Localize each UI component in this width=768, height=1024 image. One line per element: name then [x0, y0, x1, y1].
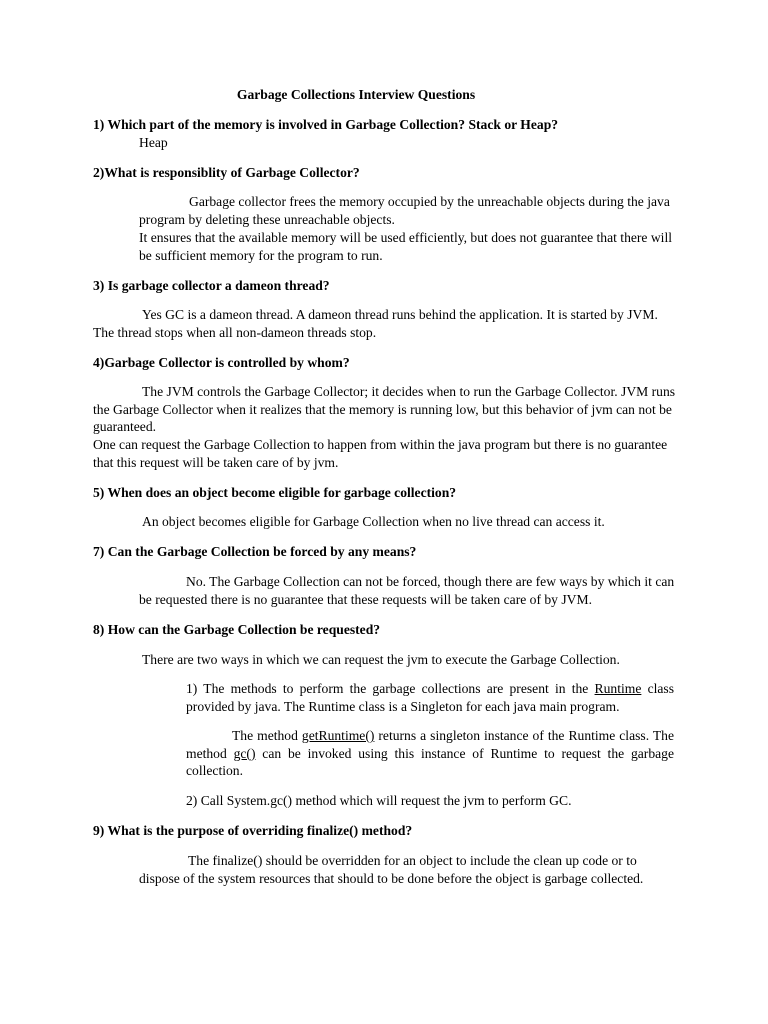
answer-4-para-2: One can request the Garbage Collection to happen from within the java program but there is no guarantee that this request will be taken care of by jvm.	[93, 437, 668, 470]
gc-link[interactable]: gc()	[233, 745, 256, 761]
question-7: 7) Can the Garbage Collection be forced by any means?	[93, 544, 417, 559]
runtime-detail-text-mid: returns a singleton instance of the Runtime class. The method	[186, 728, 674, 761]
question-9: 9) What is the purpose of overriding finalize() method?	[93, 823, 413, 838]
question-1: 1) Which part of the memory is involved in Garbage Collection? Stack or Heap?	[93, 117, 559, 132]
runtime-detail-text-start: The method	[232, 728, 302, 743]
answer-1: Heap	[139, 135, 168, 150]
answer-5: An object becomes eligible for Garbage Collection when no live thread can access it.	[142, 514, 605, 529]
document-title: Garbage Collections Interview Questions	[236, 87, 476, 102]
answer-8-runtime-detail	[186, 727, 674, 780]
question-3: 3) Is garbage collector a dameon thread?	[93, 278, 330, 293]
answer-8-method-2: 2) Call System.gc() method which will request the jvm to perform GC.	[186, 793, 572, 808]
answer-7: No. The Garbage Collection can not be forced, though there are few ways by which it can be requested there is no guarantee that these requests will be taken care of by JVM.	[139, 574, 675, 607]
getruntime-link[interactable]: getRuntime()	[301, 728, 375, 743]
runtime-detail-text-end: can be invoked using this instance of Runtime to request the garbage collection.	[186, 745, 674, 778]
answer-2-para-2: It ensures that the available memory will be used efficiently, but does not guarantee that there will be sufficient memory for the program to run.	[139, 230, 673, 263]
answer-8-method-1	[186, 680, 674, 715]
method-1-text-start: 1) The methods to perform the garbage collections are present in the	[186, 681, 595, 696]
answer-9: The finalize() should be overridden for an object to include the clean up code or to dispose of the system resources that should to be done before the object is garbage collected.	[139, 853, 644, 886]
answer-4-para-1: The JVM controls the Garbage Collector; it decides when to run the Garbage Collector. JVM runs the Garbage Collector when it realizes that the memory is running low, but this behavior of jvm can not be guaranteed.	[93, 384, 676, 434]
answer-8-intro: There are two ways in which we can request the jvm to execute the Garbage Collection.	[142, 652, 620, 667]
answer-3: Yes GC is a dameon thread. A dameon thread runs behind the application. It is started by JVM. The thread stops when all non-dameon threads stop.	[93, 307, 658, 340]
runtime-link[interactable]: Runtime	[594, 681, 642, 696]
question-4: 4)Garbage Collector is controlled by whom?	[93, 355, 350, 370]
question-2: 2)What is responsiblity of Garbage Collector?	[93, 165, 360, 180]
question-8: 8) How can the Garbage Collection be requested?	[93, 622, 381, 637]
answer-2-para-1: Garbage collector frees the memory occupied by the unreachable objects during the java program by deleting these unreachable objects.	[139, 194, 670, 227]
method-1-text-end: class provided by java. The Runtime class is a Singleton for each java main program.	[186, 681, 674, 714]
question-5: 5) When does an object become eligible for garbage collection?	[93, 485, 457, 500]
